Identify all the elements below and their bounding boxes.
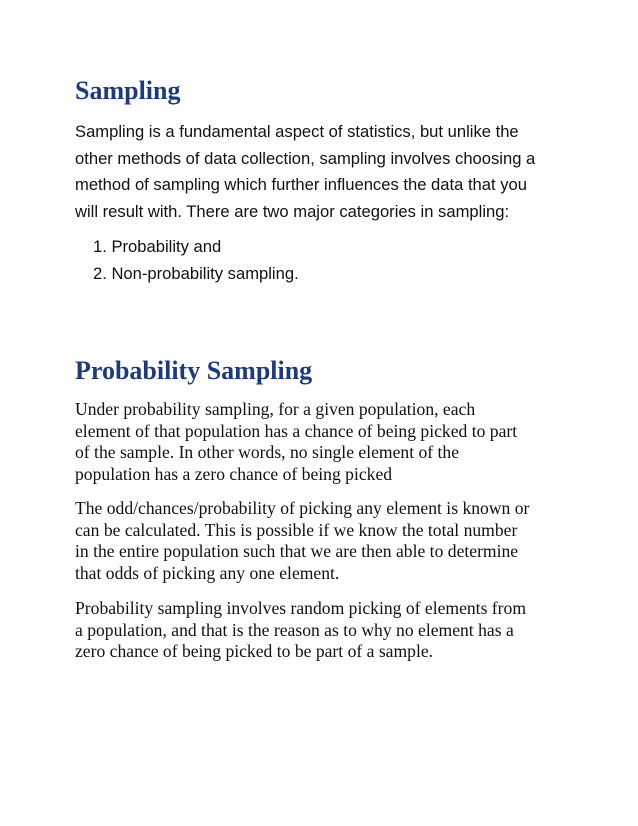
paragraph-line: a population, and that is the reason as to why no element has a xyxy=(75,619,514,640)
list-item-probability: 1. Probability and xyxy=(93,237,222,256)
paragraph-line: zero chance of being picked to be part of a sample. xyxy=(75,641,434,661)
paragraph-line: Probability sampling involves random picking of elements from xyxy=(75,598,527,618)
paragraph-line: Sampling is a fundamental aspect of statistics, but unlike the xyxy=(75,122,519,141)
paragraph-line: will result with. There are two major categories in sampling: xyxy=(75,201,510,221)
paragraph-line: other methods of data collection, sampling involves choosing a xyxy=(75,148,536,168)
section-heading-probability-sampling: Probability Sampling xyxy=(75,356,313,385)
sampling-categories-list xyxy=(93,234,299,287)
section-heading-sampling: Sampling xyxy=(75,76,181,105)
paragraph-line: in the entire population such that we are then able to determine xyxy=(75,541,519,561)
paragraph-line: Under probability sampling, for a given population, each xyxy=(75,399,476,419)
probability-paragraph-2 xyxy=(75,498,575,584)
probability-paragraph-3 xyxy=(75,598,575,663)
list-item-non-probability: 2. Non-probability sampling. xyxy=(93,263,299,283)
paragraph-line: that odds of picking any one element. xyxy=(75,562,340,583)
paragraph-line: method of sampling which further influences the data that you xyxy=(75,175,527,194)
probability-paragraph-1 xyxy=(75,399,575,485)
paragraph-line: The odd/chances/probability of picking any element is known or xyxy=(75,498,530,518)
paragraph-line: of the sample. In other words, no single element of the xyxy=(75,442,460,462)
paragraph-line: can be calculated. This is possible if we know the total number xyxy=(75,519,518,540)
sampling-intro-paragraph xyxy=(75,119,575,225)
paragraph-line: population has a zero chance of being picked xyxy=(75,463,393,484)
paragraph-line: element of that population has a chance of being picked to part xyxy=(75,420,518,441)
